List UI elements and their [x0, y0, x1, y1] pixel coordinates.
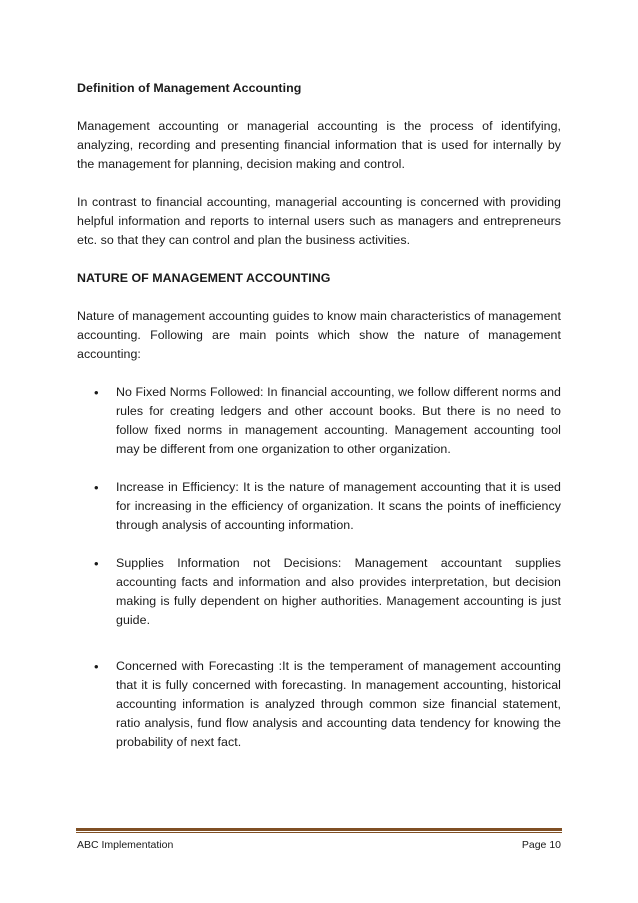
- bullet-icon: •: [94, 659, 99, 674]
- footer-page-number: Page 10: [521, 839, 561, 851]
- bullet-item-supplies-information: [77, 554, 561, 630]
- bullet-text: No Fixed Norms Followed: In financial accounting, we follow different norms and rules for creating ledgers and other account books. But there is no need to follow fixed norms in management accounting. Management accounting tool may be different from one organization to other organization.: [116, 385, 561, 456]
- page-content: [77, 79, 561, 771]
- footer-title: ABC Implementation: [77, 839, 174, 851]
- bullet-icon: •: [94, 385, 99, 400]
- bullet-item-no-fixed-norms: [77, 383, 561, 459]
- bullet-text: Supplies Information not Decisions: Management accountant supplies accounting facts and information and also provides interpretation, but decision making is fully dependent on higher authorities. Management accounting is just guide.: [116, 556, 561, 627]
- footer-rule-thick: [76, 828, 562, 831]
- paragraph-contrast: In contrast to financial accounting, managerial accounting is concerned with providing helpful information and reports to internal users such as managers and entrepreneurs etc. so that they can control and plan the business activities.: [77, 195, 561, 247]
- paragraph-nature-intro: Nature of management accounting guides to know main characteristics of management accounting. Following are main points which show the nature of management accounting:: [77, 309, 561, 361]
- paragraph-definition: Management accounting or managerial accounting is the process of identifying, analyzing, recording and presenting financial information that is used for internally by the management for planning, decision making and control.: [77, 119, 561, 171]
- bullet-icon: •: [94, 556, 99, 571]
- bullet-item-efficiency: [77, 478, 561, 535]
- footer-rule-thin: [76, 832, 562, 833]
- bullet-text: Concerned with Forecasting :It is the temperament of management accounting that it is fully concerned with forecasting. In management accounting, historical accounting information is analyzed through common size financial statement, ratio analysis, fund flow analysis and accounting data tendency for knowing the probability of next fact.: [116, 659, 561, 749]
- nature-bullet-list: [77, 383, 561, 752]
- bullet-item-forecasting: [77, 657, 561, 752]
- heading-definition: Definition of Management Accounting: [77, 81, 302, 95]
- bullet-icon: •: [94, 480, 99, 495]
- bullet-text: Increase in Efficiency: It is the nature of management accounting that it is used for increasing in the efficiency of organization. It scans the points of inefficiency through analysis of accounting information.: [116, 480, 561, 532]
- heading-nature: NATURE OF MANAGEMENT ACCOUNTING: [77, 271, 331, 285]
